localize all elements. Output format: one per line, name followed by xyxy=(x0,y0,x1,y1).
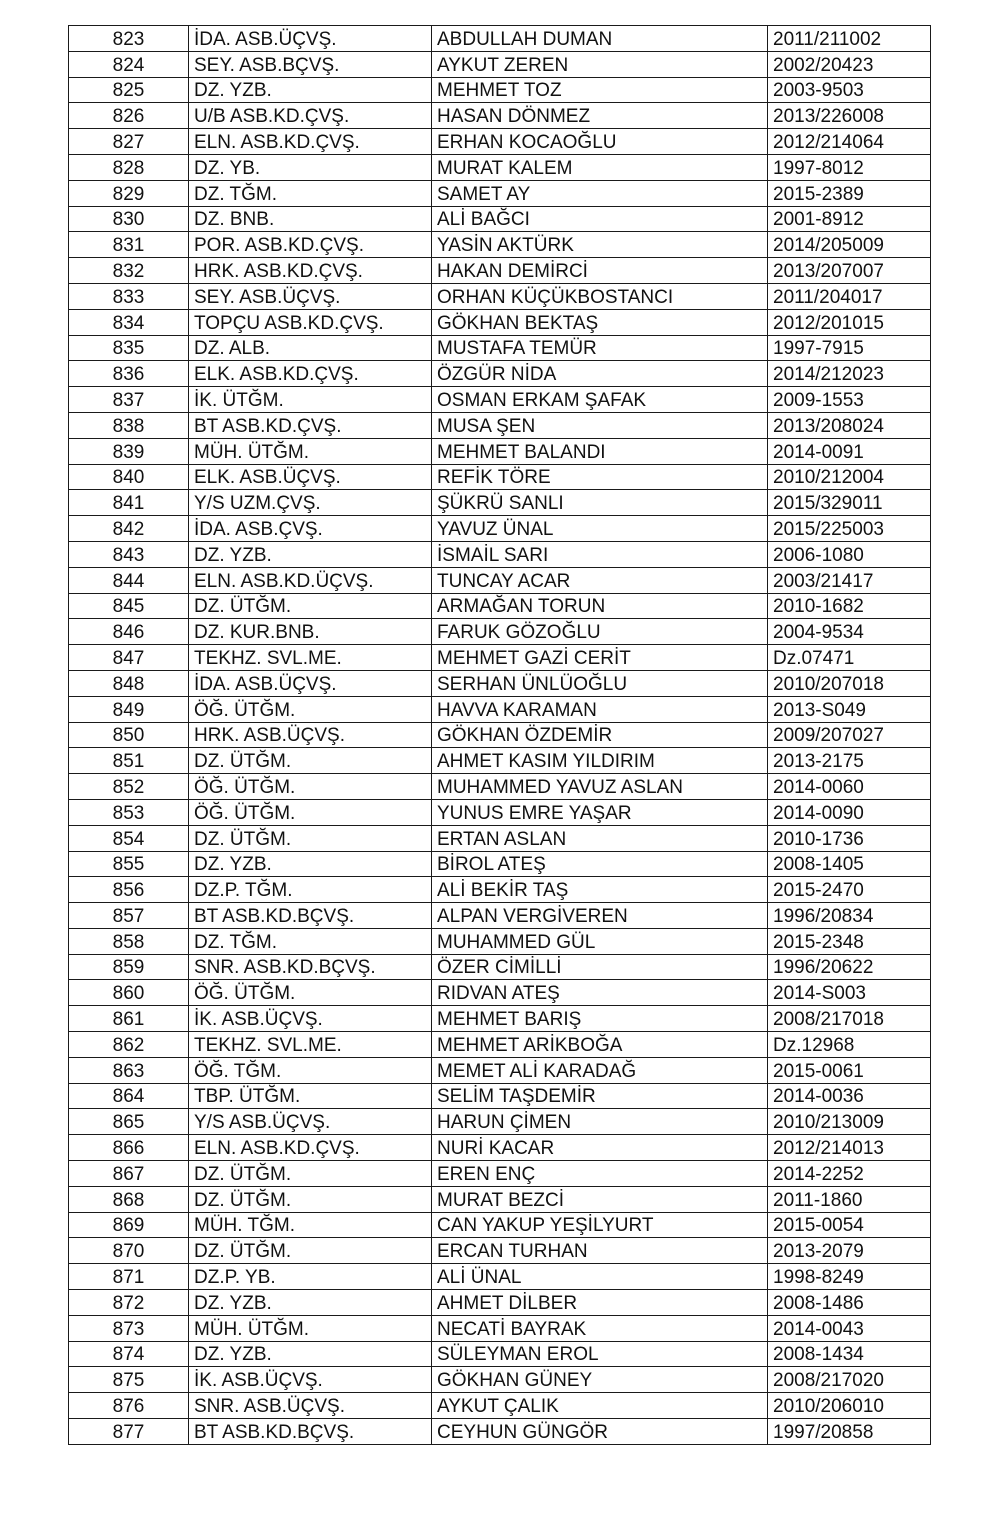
personnel-table-body xyxy=(69,26,931,1445)
table-row xyxy=(69,258,931,284)
registry-number-cell: 1996/20834 xyxy=(768,903,931,929)
name-cell: MEHMET GAZİ CERİT xyxy=(432,645,768,671)
registry-number-cell: 2008/217020 xyxy=(768,1367,931,1393)
table-row xyxy=(69,1057,931,1083)
rank-cell: İK. ASB.ÜÇVŞ. xyxy=(189,1006,432,1032)
table-row xyxy=(69,1367,931,1393)
table-row xyxy=(69,903,931,929)
table-row xyxy=(69,851,931,877)
row-number: 837 xyxy=(69,387,189,413)
name-cell: TUNCAY ACAR xyxy=(432,567,768,593)
registry-number-cell: 2010/207018 xyxy=(768,670,931,696)
row-number: 846 xyxy=(69,619,189,645)
name-cell: YUNUS EMRE YAŞAR xyxy=(432,799,768,825)
row-number: 869 xyxy=(69,1212,189,1238)
registry-number-cell: 2015-2389 xyxy=(768,180,931,206)
table-row xyxy=(69,1238,931,1264)
rank-cell: TEKHZ. SVL.ME. xyxy=(189,1032,432,1058)
row-number: 863 xyxy=(69,1057,189,1083)
name-cell: SERHAN ÜNLÜOĞLU xyxy=(432,670,768,696)
registry-number-cell: 2015-2470 xyxy=(768,877,931,903)
row-number: 854 xyxy=(69,825,189,851)
rank-cell: DZ. YZB. xyxy=(189,541,432,567)
table-row xyxy=(69,232,931,258)
row-number: 868 xyxy=(69,1186,189,1212)
row-number: 860 xyxy=(69,980,189,1006)
row-number: 857 xyxy=(69,903,189,929)
registry-number-cell: Dz.12968 xyxy=(768,1032,931,1058)
table-row xyxy=(69,541,931,567)
name-cell: ERTAN ASLAN xyxy=(432,825,768,851)
table-row xyxy=(69,412,931,438)
rank-cell: DZ. YZB. xyxy=(189,1341,432,1367)
row-number: 865 xyxy=(69,1109,189,1135)
name-cell: YAVUZ ÜNAL xyxy=(432,516,768,542)
row-number: 877 xyxy=(69,1419,189,1445)
rank-cell: DZ.P. TĞM. xyxy=(189,877,432,903)
name-cell: EREN ENÇ xyxy=(432,1161,768,1187)
registry-number-cell: 2008-1434 xyxy=(768,1341,931,1367)
row-number: 875 xyxy=(69,1367,189,1393)
registry-number-cell: 2012/214064 xyxy=(768,129,931,155)
row-number: 870 xyxy=(69,1238,189,1264)
row-number: 838 xyxy=(69,412,189,438)
table-row xyxy=(69,799,931,825)
registry-number-cell: 2013-S049 xyxy=(768,696,931,722)
rank-cell: DZ. YZB. xyxy=(189,77,432,103)
registry-number-cell: 1998-8249 xyxy=(768,1264,931,1290)
name-cell: GÖKHAN BEKTAŞ xyxy=(432,309,768,335)
row-number: 828 xyxy=(69,154,189,180)
row-number: 876 xyxy=(69,1393,189,1419)
name-cell: YASİN AKTÜRK xyxy=(432,232,768,258)
rank-cell: DZ. ÜTĞM. xyxy=(189,825,432,851)
table-row xyxy=(69,593,931,619)
name-cell: MEHMET TOZ xyxy=(432,77,768,103)
row-number: 852 xyxy=(69,774,189,800)
name-cell: ABDULLAH DUMAN xyxy=(432,26,768,52)
table-row xyxy=(69,825,931,851)
name-cell: SELİM TAŞDEMİR xyxy=(432,1083,768,1109)
table-row xyxy=(69,567,931,593)
row-number: 851 xyxy=(69,748,189,774)
rank-cell: MÜH. ÜTĞM. xyxy=(189,438,432,464)
name-cell: ÖZER CİMİLLİ xyxy=(432,954,768,980)
row-number: 843 xyxy=(69,541,189,567)
name-cell: SÜLEYMAN EROL xyxy=(432,1341,768,1367)
registry-number-cell: 2014/212023 xyxy=(768,361,931,387)
rank-cell: DZ. ÜTĞM. xyxy=(189,1161,432,1187)
rank-cell: DZ.P. YB. xyxy=(189,1264,432,1290)
name-cell: ERCAN TURHAN xyxy=(432,1238,768,1264)
registry-number-cell: 2010-1736 xyxy=(768,825,931,851)
name-cell: RIDVAN ATEŞ xyxy=(432,980,768,1006)
rank-cell: BT ASB.KD.BÇVŞ. xyxy=(189,903,432,929)
name-cell: NURİ KACAR xyxy=(432,1135,768,1161)
name-cell: BİROL ATEŞ xyxy=(432,851,768,877)
rank-cell: POR. ASB.KD.ÇVŞ. xyxy=(189,232,432,258)
registry-number-cell: 2011-1860 xyxy=(768,1186,931,1212)
name-cell: HAKAN DEMİRCİ xyxy=(432,258,768,284)
registry-number-cell: 2001-8912 xyxy=(768,206,931,232)
table-row xyxy=(69,361,931,387)
name-cell: ÖZGÜR NİDA xyxy=(432,361,768,387)
rank-cell: DZ. BNB. xyxy=(189,206,432,232)
name-cell: AHMET KASIM YILDIRIM xyxy=(432,748,768,774)
registry-number-cell: Dz.07471 xyxy=(768,645,931,671)
name-cell: MURAT BEZCİ xyxy=(432,1186,768,1212)
rank-cell: İK. ASB.ÜÇVŞ. xyxy=(189,1367,432,1393)
name-cell: NECATİ BAYRAK xyxy=(432,1315,768,1341)
row-number: 834 xyxy=(69,309,189,335)
rank-cell: DZ. YZB. xyxy=(189,851,432,877)
name-cell: ALİ ÜNAL xyxy=(432,1264,768,1290)
registry-number-cell: 2004-9534 xyxy=(768,619,931,645)
registry-number-cell: 2015/329011 xyxy=(768,490,931,516)
rank-cell: SEY. ASB.BÇVŞ. xyxy=(189,51,432,77)
table-row xyxy=(69,1290,931,1316)
row-number: 866 xyxy=(69,1135,189,1161)
table-row xyxy=(69,1419,931,1445)
registry-number-cell: 2013/208024 xyxy=(768,412,931,438)
registry-number-cell: 2013/226008 xyxy=(768,103,931,129)
row-number: 871 xyxy=(69,1264,189,1290)
rank-cell: ÖĞ. ÜTĞM. xyxy=(189,980,432,1006)
rank-cell: BT ASB.KD.BÇVŞ. xyxy=(189,1419,432,1445)
row-number: 832 xyxy=(69,258,189,284)
row-number: 853 xyxy=(69,799,189,825)
registry-number-cell: 1997-7915 xyxy=(768,335,931,361)
rank-cell: İDA. ASB.ÜÇVŞ. xyxy=(189,26,432,52)
rank-cell: MÜH. ÜTĞM. xyxy=(189,1315,432,1341)
rank-cell: ELK. ASB.KD.ÇVŞ. xyxy=(189,361,432,387)
table-row xyxy=(69,335,931,361)
name-cell: MEHMET BALANDI xyxy=(432,438,768,464)
table-row xyxy=(69,774,931,800)
rank-cell: DZ. YZB. xyxy=(189,1290,432,1316)
registry-number-cell: 2014-0036 xyxy=(768,1083,931,1109)
name-cell: MUHAMMED YAVUZ ASLAN xyxy=(432,774,768,800)
row-number: 823 xyxy=(69,26,189,52)
table-row xyxy=(69,1186,931,1212)
row-number: 856 xyxy=(69,877,189,903)
row-number: 827 xyxy=(69,129,189,155)
table-row xyxy=(69,464,931,490)
rank-cell: TOPÇU ASB.KD.ÇVŞ. xyxy=(189,309,432,335)
name-cell: HARUN ÇİMEN xyxy=(432,1109,768,1135)
registry-number-cell: 2010-1682 xyxy=(768,593,931,619)
table-row xyxy=(69,129,931,155)
registry-number-cell: 2014-S003 xyxy=(768,980,931,1006)
row-number: 831 xyxy=(69,232,189,258)
registry-number-cell: 2003-9503 xyxy=(768,77,931,103)
personnel-table xyxy=(68,25,931,1445)
table-row xyxy=(69,438,931,464)
table-row xyxy=(69,645,931,671)
rank-cell: DZ. ALB. xyxy=(189,335,432,361)
row-number: 833 xyxy=(69,283,189,309)
rank-cell: ÖĞ. ÜTĞM. xyxy=(189,774,432,800)
rank-cell: TEKHZ. SVL.ME. xyxy=(189,645,432,671)
row-number: 825 xyxy=(69,77,189,103)
registry-number-cell: 2010/213009 xyxy=(768,1109,931,1135)
row-number: 835 xyxy=(69,335,189,361)
rank-cell: SEY. ASB.ÜÇVŞ. xyxy=(189,283,432,309)
table-row xyxy=(69,1393,931,1419)
table-row xyxy=(69,490,931,516)
rank-cell: İDA. ASB.ÇVŞ. xyxy=(189,516,432,542)
table-row xyxy=(69,1212,931,1238)
table-row xyxy=(69,1315,931,1341)
name-cell: MEMET ALİ KARADAĞ xyxy=(432,1057,768,1083)
rank-cell: DZ. ÜTĞM. xyxy=(189,1186,432,1212)
registry-number-cell: 1997-8012 xyxy=(768,154,931,180)
name-cell: ALPAN VERGİVEREN xyxy=(432,903,768,929)
rank-cell: Y/S ASB.ÜÇVŞ. xyxy=(189,1109,432,1135)
name-cell: MEHMET BARIŞ xyxy=(432,1006,768,1032)
registry-number-cell: 2013/207007 xyxy=(768,258,931,284)
table-row xyxy=(69,877,931,903)
table-row xyxy=(69,670,931,696)
registry-number-cell: 2014-0043 xyxy=(768,1315,931,1341)
table-row xyxy=(69,1109,931,1135)
registry-number-cell: 2009-1553 xyxy=(768,387,931,413)
rank-cell: DZ. ÜTĞM. xyxy=(189,1238,432,1264)
table-row xyxy=(69,619,931,645)
row-number: 864 xyxy=(69,1083,189,1109)
registry-number-cell: 2008/217018 xyxy=(768,1006,931,1032)
row-number: 873 xyxy=(69,1315,189,1341)
table-row xyxy=(69,1032,931,1058)
name-cell: CEYHUN GÜNGÖR xyxy=(432,1419,768,1445)
row-number: 855 xyxy=(69,851,189,877)
registry-number-cell: 2015-0054 xyxy=(768,1212,931,1238)
row-number: 849 xyxy=(69,696,189,722)
rank-cell: ELN. ASB.KD.ÜÇVŞ. xyxy=(189,567,432,593)
registry-number-cell: 2012/201015 xyxy=(768,309,931,335)
name-cell: SAMET AY xyxy=(432,180,768,206)
rank-cell: DZ. ÜTĞM. xyxy=(189,748,432,774)
name-cell: AYKUT ÇALIK xyxy=(432,1393,768,1419)
name-cell: GÖKHAN ÖZDEMİR xyxy=(432,722,768,748)
rank-cell: SNR. ASB.KD.BÇVŞ. xyxy=(189,954,432,980)
name-cell: İSMAİL SARI xyxy=(432,541,768,567)
name-cell: HASAN DÖNMEZ xyxy=(432,103,768,129)
rank-cell: DZ. ÜTĞM. xyxy=(189,593,432,619)
table-row xyxy=(69,1083,931,1109)
row-number: 859 xyxy=(69,954,189,980)
rank-cell: ELN. ASB.KD.ÇVŞ. xyxy=(189,1135,432,1161)
name-cell: GÖKHAN GÜNEY xyxy=(432,1367,768,1393)
registry-number-cell: 2015-2348 xyxy=(768,928,931,954)
table-row xyxy=(69,928,931,954)
registry-number-cell: 2014-0090 xyxy=(768,799,931,825)
registry-number-cell: 2015-0061 xyxy=(768,1057,931,1083)
table-row xyxy=(69,154,931,180)
row-number: 874 xyxy=(69,1341,189,1367)
table-row xyxy=(69,180,931,206)
row-number: 830 xyxy=(69,206,189,232)
table-row xyxy=(69,1135,931,1161)
rank-cell: İDA. ASB.ÜÇVŞ. xyxy=(189,670,432,696)
table-row xyxy=(69,26,931,52)
name-cell: ERHAN KOCAOĞLU xyxy=(432,129,768,155)
name-cell: MUSTAFA TEMÜR xyxy=(432,335,768,361)
name-cell: AYKUT ZEREN xyxy=(432,51,768,77)
table-row xyxy=(69,954,931,980)
rank-cell: DZ. KUR.BNB. xyxy=(189,619,432,645)
rank-cell: MÜH. TĞM. xyxy=(189,1212,432,1238)
registry-number-cell: 2010/212004 xyxy=(768,464,931,490)
registry-number-cell: 2011/211002 xyxy=(768,26,931,52)
rank-cell: ÖĞ. ÜTĞM. xyxy=(189,696,432,722)
table-row xyxy=(69,387,931,413)
row-number: 858 xyxy=(69,928,189,954)
rank-cell: TBP. ÜTĞM. xyxy=(189,1083,432,1109)
registry-number-cell: 2012/214013 xyxy=(768,1135,931,1161)
table-row xyxy=(69,722,931,748)
registry-number-cell: 2015/225003 xyxy=(768,516,931,542)
registry-number-cell: 1996/20622 xyxy=(768,954,931,980)
registry-number-cell: 1997/20858 xyxy=(768,1419,931,1445)
registry-number-cell: 2008-1405 xyxy=(768,851,931,877)
rank-cell: Y/S UZM.ÇVŞ. xyxy=(189,490,432,516)
name-cell: OSMAN ERKAM ŞAFAK xyxy=(432,387,768,413)
name-cell: CAN YAKUP YEŞİLYURT xyxy=(432,1212,768,1238)
row-number: 867 xyxy=(69,1161,189,1187)
row-number: 829 xyxy=(69,180,189,206)
row-number: 845 xyxy=(69,593,189,619)
name-cell: MUHAMMED GÜL xyxy=(432,928,768,954)
rank-cell: DZ. YB. xyxy=(189,154,432,180)
row-number: 844 xyxy=(69,567,189,593)
rank-cell: BT ASB.KD.ÇVŞ. xyxy=(189,412,432,438)
name-cell: HAVVA KARAMAN xyxy=(432,696,768,722)
registry-number-cell: 2006-1080 xyxy=(768,541,931,567)
table-row xyxy=(69,1161,931,1187)
table-row xyxy=(69,103,931,129)
rank-cell: SNR. ASB.ÜÇVŞ. xyxy=(189,1393,432,1419)
row-number: 861 xyxy=(69,1006,189,1032)
registry-number-cell: 2010/206010 xyxy=(768,1393,931,1419)
name-cell: MURAT KALEM xyxy=(432,154,768,180)
table-row xyxy=(69,283,931,309)
name-cell: MEHMET ARİKBOĞA xyxy=(432,1032,768,1058)
table-row xyxy=(69,77,931,103)
registry-number-cell: 2013-2175 xyxy=(768,748,931,774)
table-row xyxy=(69,206,931,232)
rank-cell: HRK. ASB.ÜÇVŞ. xyxy=(189,722,432,748)
rank-cell: HRK. ASB.KD.ÇVŞ. xyxy=(189,258,432,284)
name-cell: ŞÜKRÜ SANLI xyxy=(432,490,768,516)
table-row xyxy=(69,51,931,77)
row-number: 836 xyxy=(69,361,189,387)
row-number: 841 xyxy=(69,490,189,516)
registry-number-cell: 2014-0060 xyxy=(768,774,931,800)
row-number: 847 xyxy=(69,645,189,671)
name-cell: AHMET DİLBER xyxy=(432,1290,768,1316)
registry-number-cell: 2014/205009 xyxy=(768,232,931,258)
registry-number-cell: 2014-2252 xyxy=(768,1161,931,1187)
registry-number-cell: 2008-1486 xyxy=(768,1290,931,1316)
row-number: 826 xyxy=(69,103,189,129)
table-row xyxy=(69,1341,931,1367)
registry-number-cell: 2013-2079 xyxy=(768,1238,931,1264)
row-number: 824 xyxy=(69,51,189,77)
row-number: 872 xyxy=(69,1290,189,1316)
row-number: 862 xyxy=(69,1032,189,1058)
table-row xyxy=(69,309,931,335)
rank-cell: DZ. TĞM. xyxy=(189,928,432,954)
rank-cell: DZ. TĞM. xyxy=(189,180,432,206)
table-row xyxy=(69,748,931,774)
table-row xyxy=(69,1006,931,1032)
table-row xyxy=(69,696,931,722)
row-number: 839 xyxy=(69,438,189,464)
name-cell: FARUK GÖZOĞLU xyxy=(432,619,768,645)
registry-number-cell: 2009/207027 xyxy=(768,722,931,748)
row-number: 840 xyxy=(69,464,189,490)
table-row xyxy=(69,1264,931,1290)
name-cell: ALİ BAĞCI xyxy=(432,206,768,232)
rank-cell: ÖĞ. ÜTĞM. xyxy=(189,799,432,825)
registry-number-cell: 2003/21417 xyxy=(768,567,931,593)
row-number: 850 xyxy=(69,722,189,748)
table-row xyxy=(69,516,931,542)
registry-number-cell: 2002/20423 xyxy=(768,51,931,77)
name-cell: MUSA ŞEN xyxy=(432,412,768,438)
rank-cell: ÖĞ. TĞM. xyxy=(189,1057,432,1083)
registry-number-cell: 2011/204017 xyxy=(768,283,931,309)
rank-cell: U/B ASB.KD.ÇVŞ. xyxy=(189,103,432,129)
row-number: 842 xyxy=(69,516,189,542)
rank-cell: ELN. ASB.KD.ÇVŞ. xyxy=(189,129,432,155)
name-cell: ORHAN KÜÇÜKBOSTANCI xyxy=(432,283,768,309)
registry-number-cell: 2014-0091 xyxy=(768,438,931,464)
table-row xyxy=(69,980,931,1006)
rank-cell: İK. ÜTĞM. xyxy=(189,387,432,413)
name-cell: ALİ BEKİR TAŞ xyxy=(432,877,768,903)
rank-cell: ELK. ASB.ÜÇVŞ. xyxy=(189,464,432,490)
row-number: 848 xyxy=(69,670,189,696)
name-cell: ARMAĞAN TORUN xyxy=(432,593,768,619)
name-cell: REFİK TÖRE xyxy=(432,464,768,490)
